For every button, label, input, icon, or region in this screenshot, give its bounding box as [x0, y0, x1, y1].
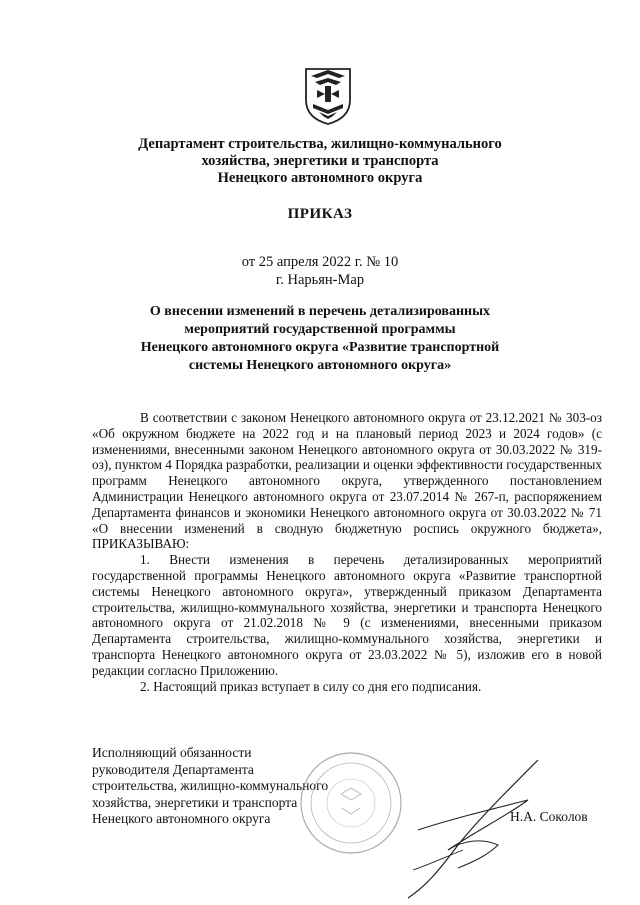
handwritten-signature	[388, 750, 558, 900]
organization-header	[0, 136, 640, 187]
signatory-line: руководителя Департамента	[92, 761, 254, 777]
document-type-title: ПРИКАЗ	[287, 206, 353, 222]
subject-line: мероприятий государственной программы	[184, 322, 456, 337]
subject-line: Ненецкого автономного округа «Развитие транспортной	[140, 340, 500, 355]
coat-of-arms-emblem	[303, 66, 353, 126]
signatory-name: Н.А. Соколов	[510, 809, 588, 824]
organization-line: хозяйства, энергетики и транспорта	[201, 153, 439, 169]
document-subject	[0, 303, 640, 375]
date-place-block	[0, 253, 640, 289]
document-date-number: от 25 апреля 2022 г. № 10	[241, 254, 399, 270]
signatory-line: хозяйства, энергетики и транспорта	[92, 794, 298, 810]
signatory-line: строительства, жилищно-коммунального	[92, 778, 329, 793]
body-paragraph-item-2: 2. Настоящий приказ вступает в силу со дня его подписания.	[140, 678, 482, 694]
body-paragraph-preamble: В соответствии с законом Ненецкого автономного округа от 23.12.2021 № 303-оз «Об окружном бюджете на 2022 год и на плановый период 2023 и 2024 годов» (с изменениями, внесенными законом Ненецкого автономного округа от 30.03.2022 № 319-оз), пунктом 4 Порядка разработки, реализации и оценки эффективности государственных программ Ненецкого автономного округа, утвержденного постановлением Администрации Ненецкого автономного округа от 23.07.2014 № 267-п, распоряжением Департамента финансов и экономики Ненецкого автономного округа от 30.03.2022 № 71 «О внесении изменений в сводную бюджетную роспись окружного бюджета», ПРИКАЗЫВАЮ:	[92, 410, 602, 552]
organization-line: Департамент строительства, жилищно-коммунального	[138, 136, 502, 152]
document-body	[92, 410, 602, 694]
signatory-line: Исполняющий обязанности	[92, 745, 252, 760]
subject-line: системы Ненецкого автономного округа»	[188, 358, 452, 373]
organization-line: Ненецкого автономного округа	[217, 170, 423, 186]
body-paragraph-item-1: 1. Внести изменения в перечень детализированных мероприятий государственной программы Ненецкого автономного округа «Развитие транспортной системы Ненецкого автономного округа», утвержденный приказом Департамента строительства, жилищно-коммунального хозяйства, энергетики и транспорта Ненецкого автономного округа от 21.02.2018 № 9 (с изменениями, внесенными приказом Департамента строительства, жилищно-коммунального хозяйства, энергетики и транспорта Ненецкого автономного округа от 23.03.2022 № 5), изложив его в новой редакции согласно Приложению.	[92, 552, 602, 678]
signatory-position	[92, 745, 328, 828]
document-place: г. Нарьян-Мар	[275, 272, 365, 288]
subject-line: О внесении изменений в перечень детализированных	[149, 304, 491, 319]
signatory-line: Ненецкого автономного округа	[92, 811, 271, 826]
